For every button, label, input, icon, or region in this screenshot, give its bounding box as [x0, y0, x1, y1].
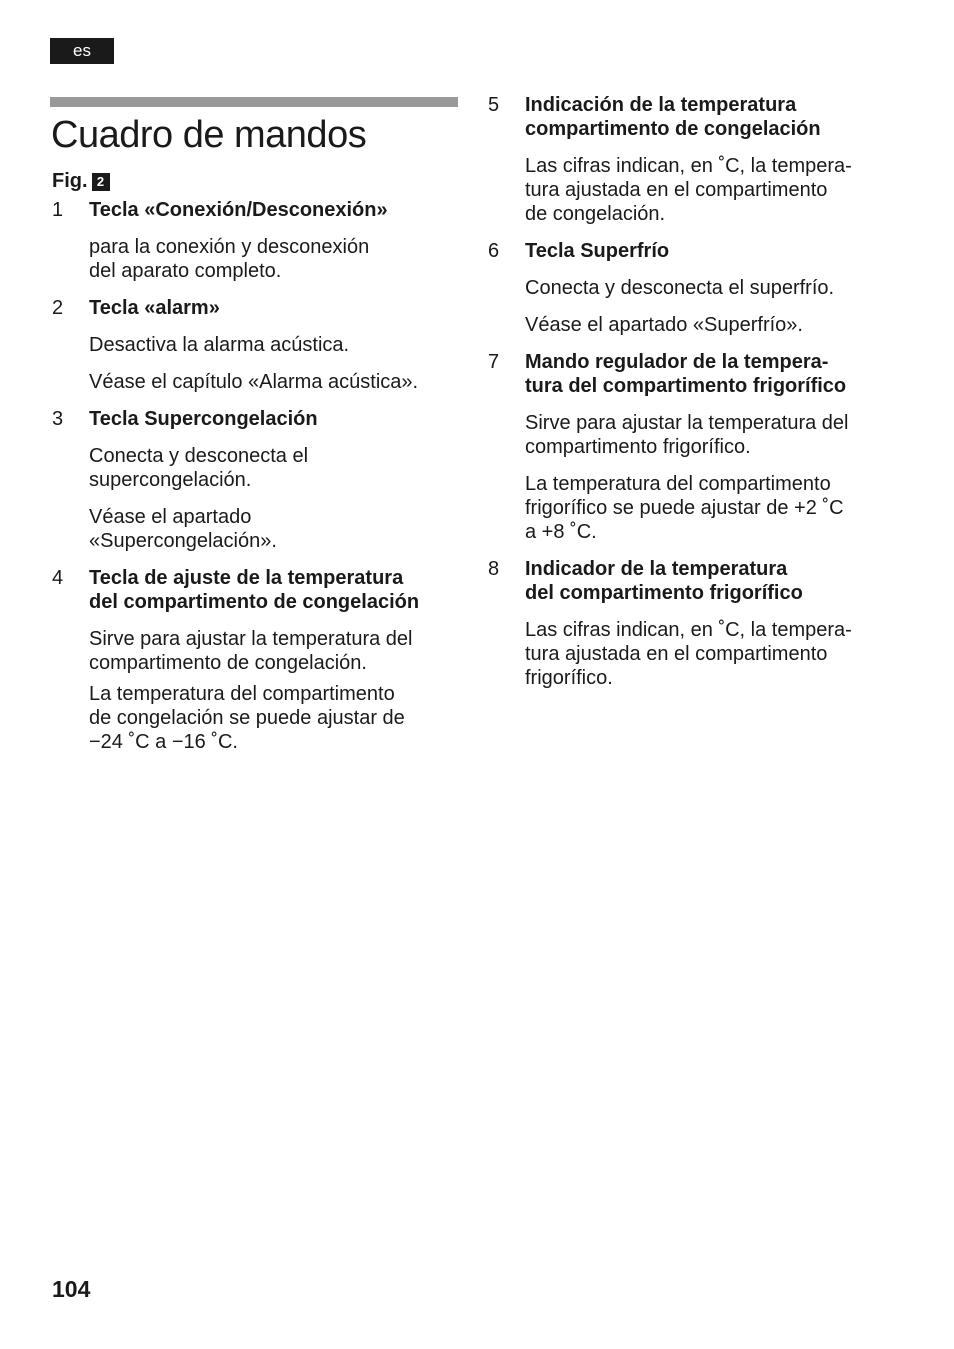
- item-paragraph-line: −24 ˚C a −16 ˚C.: [89, 731, 238, 753]
- item-paragraph-line: Desactiva la alarma acústica.: [89, 334, 350, 356]
- item-heading-line: Tecla Supercongelación: [89, 408, 318, 430]
- item-paragraph-line: compartimento de congelación.: [89, 652, 367, 674]
- item-number: 6: [488, 240, 500, 262]
- item-heading: [52, 407, 462, 431]
- item-number: 4: [52, 567, 64, 589]
- item-heading-line: del compartimento frigorífico: [525, 582, 803, 604]
- title-rule: [50, 97, 458, 107]
- item-paragraph: [488, 154, 888, 226]
- item-paragraph-line: a +8 ˚C.: [525, 521, 597, 543]
- item-paragraph-line: Las cifras indican, en ˚C, la tempera-: [525, 619, 852, 641]
- item-paragraph: [488, 276, 888, 300]
- item-heading: [488, 239, 888, 263]
- right-column: [488, 93, 888, 690]
- item-number: 8: [488, 558, 500, 580]
- item-paragraph-line: Conecta y desconecta el superfrío.: [525, 277, 835, 299]
- item-heading: [52, 296, 462, 320]
- item-paragraph-line: «Supercongelación».: [89, 530, 277, 552]
- item-number: 3: [52, 408, 64, 430]
- item-number: 2: [52, 297, 64, 319]
- item-heading-line: Tecla «Conexión/Desconexión»: [89, 199, 388, 221]
- list-item: [52, 407, 462, 553]
- item-paragraph-line: Véase el apartado «Superfrío».: [525, 314, 803, 336]
- item-paragraph-line: Conecta y desconecta el: [89, 445, 309, 467]
- list-item: [52, 566, 462, 754]
- item-paragraph-line: Véase el capítulo «Alarma acústica».: [89, 371, 419, 393]
- item-heading: [488, 93, 888, 141]
- item-heading-line: Tecla de ajuste de la temperatura: [89, 567, 404, 589]
- item-paragraph: [52, 333, 462, 357]
- item-paragraph-line: La temperatura del compartimento: [525, 473, 831, 495]
- item-heading: [52, 198, 462, 222]
- left-column: [52, 198, 462, 754]
- item-paragraph: [52, 627, 462, 675]
- list-item: [488, 239, 888, 337]
- item-heading-line: compartimento de congelación: [525, 118, 821, 140]
- item-paragraph-line: del aparato completo.: [89, 260, 282, 282]
- item-number: 7: [488, 351, 500, 373]
- item-paragraph-line: tura ajustada en el compartimento: [525, 179, 828, 201]
- page-number: 104: [52, 1276, 91, 1302]
- item-paragraph: [52, 682, 462, 754]
- figure-number-badge: 2: [92, 173, 110, 191]
- item-paragraph: [488, 472, 888, 544]
- item-paragraph-line: La temperatura del compartimento: [89, 683, 395, 705]
- item-paragraph-line: Sirve para ajustar la temperatura del: [525, 412, 849, 434]
- item-heading-line: Tecla Superfrío: [525, 240, 670, 262]
- item-paragraph-line: frigorífico.: [525, 667, 613, 689]
- item-paragraph: [488, 411, 888, 459]
- figure-label: Fig.: [52, 170, 88, 192]
- item-paragraph-line: de congelación.: [525, 203, 666, 225]
- item-paragraph-line: Sirve para ajustar la temperatura del: [89, 628, 413, 650]
- list-item: [52, 296, 462, 394]
- item-paragraph-line: tura ajustada en el compartimento: [525, 643, 828, 665]
- item-paragraph-line: para la conexión y desconexión: [89, 236, 370, 258]
- list-item: [488, 93, 888, 226]
- item-number: 5: [488, 94, 500, 116]
- item-paragraph: [52, 444, 462, 492]
- item-heading: [488, 557, 888, 605]
- item-paragraph: [488, 313, 888, 337]
- item-heading: [52, 566, 462, 614]
- item-paragraph-line: supercongelación.: [89, 469, 252, 491]
- item-heading: [488, 350, 888, 398]
- item-heading-line: Indicador de la temperatura: [525, 558, 788, 580]
- item-heading-line: Tecla «alarm»: [89, 297, 220, 319]
- item-heading-line: Mando regulador de la tempera-: [525, 351, 829, 373]
- item-paragraph: [488, 618, 888, 690]
- item-heading-line: Indicación de la temperatura: [525, 94, 797, 116]
- item-heading-line: del compartimento de congelación: [89, 591, 420, 613]
- list-item: [488, 350, 888, 544]
- language-tag: es: [50, 38, 114, 64]
- list-item: [52, 198, 462, 283]
- item-paragraph-line: compartimento frigorífico.: [525, 436, 751, 458]
- item-paragraph-line: de congelación se puede ajustar de: [89, 707, 405, 729]
- page-title: Cuadro de mandos: [51, 114, 367, 156]
- list-item: [488, 557, 888, 690]
- item-paragraph: [52, 370, 462, 394]
- item-heading-line: tura del compartimento frigorífico: [525, 375, 847, 397]
- item-number: 1: [52, 199, 64, 221]
- item-paragraph: [52, 235, 462, 283]
- item-paragraph: [52, 505, 462, 553]
- figure-reference: [52, 169, 110, 193]
- item-paragraph-line: frigorífico se puede ajustar de +2 ˚C: [525, 497, 844, 519]
- item-paragraph-line: Véase el apartado: [89, 506, 252, 528]
- item-paragraph-line: Las cifras indican, en ˚C, la tempera-: [525, 155, 852, 177]
